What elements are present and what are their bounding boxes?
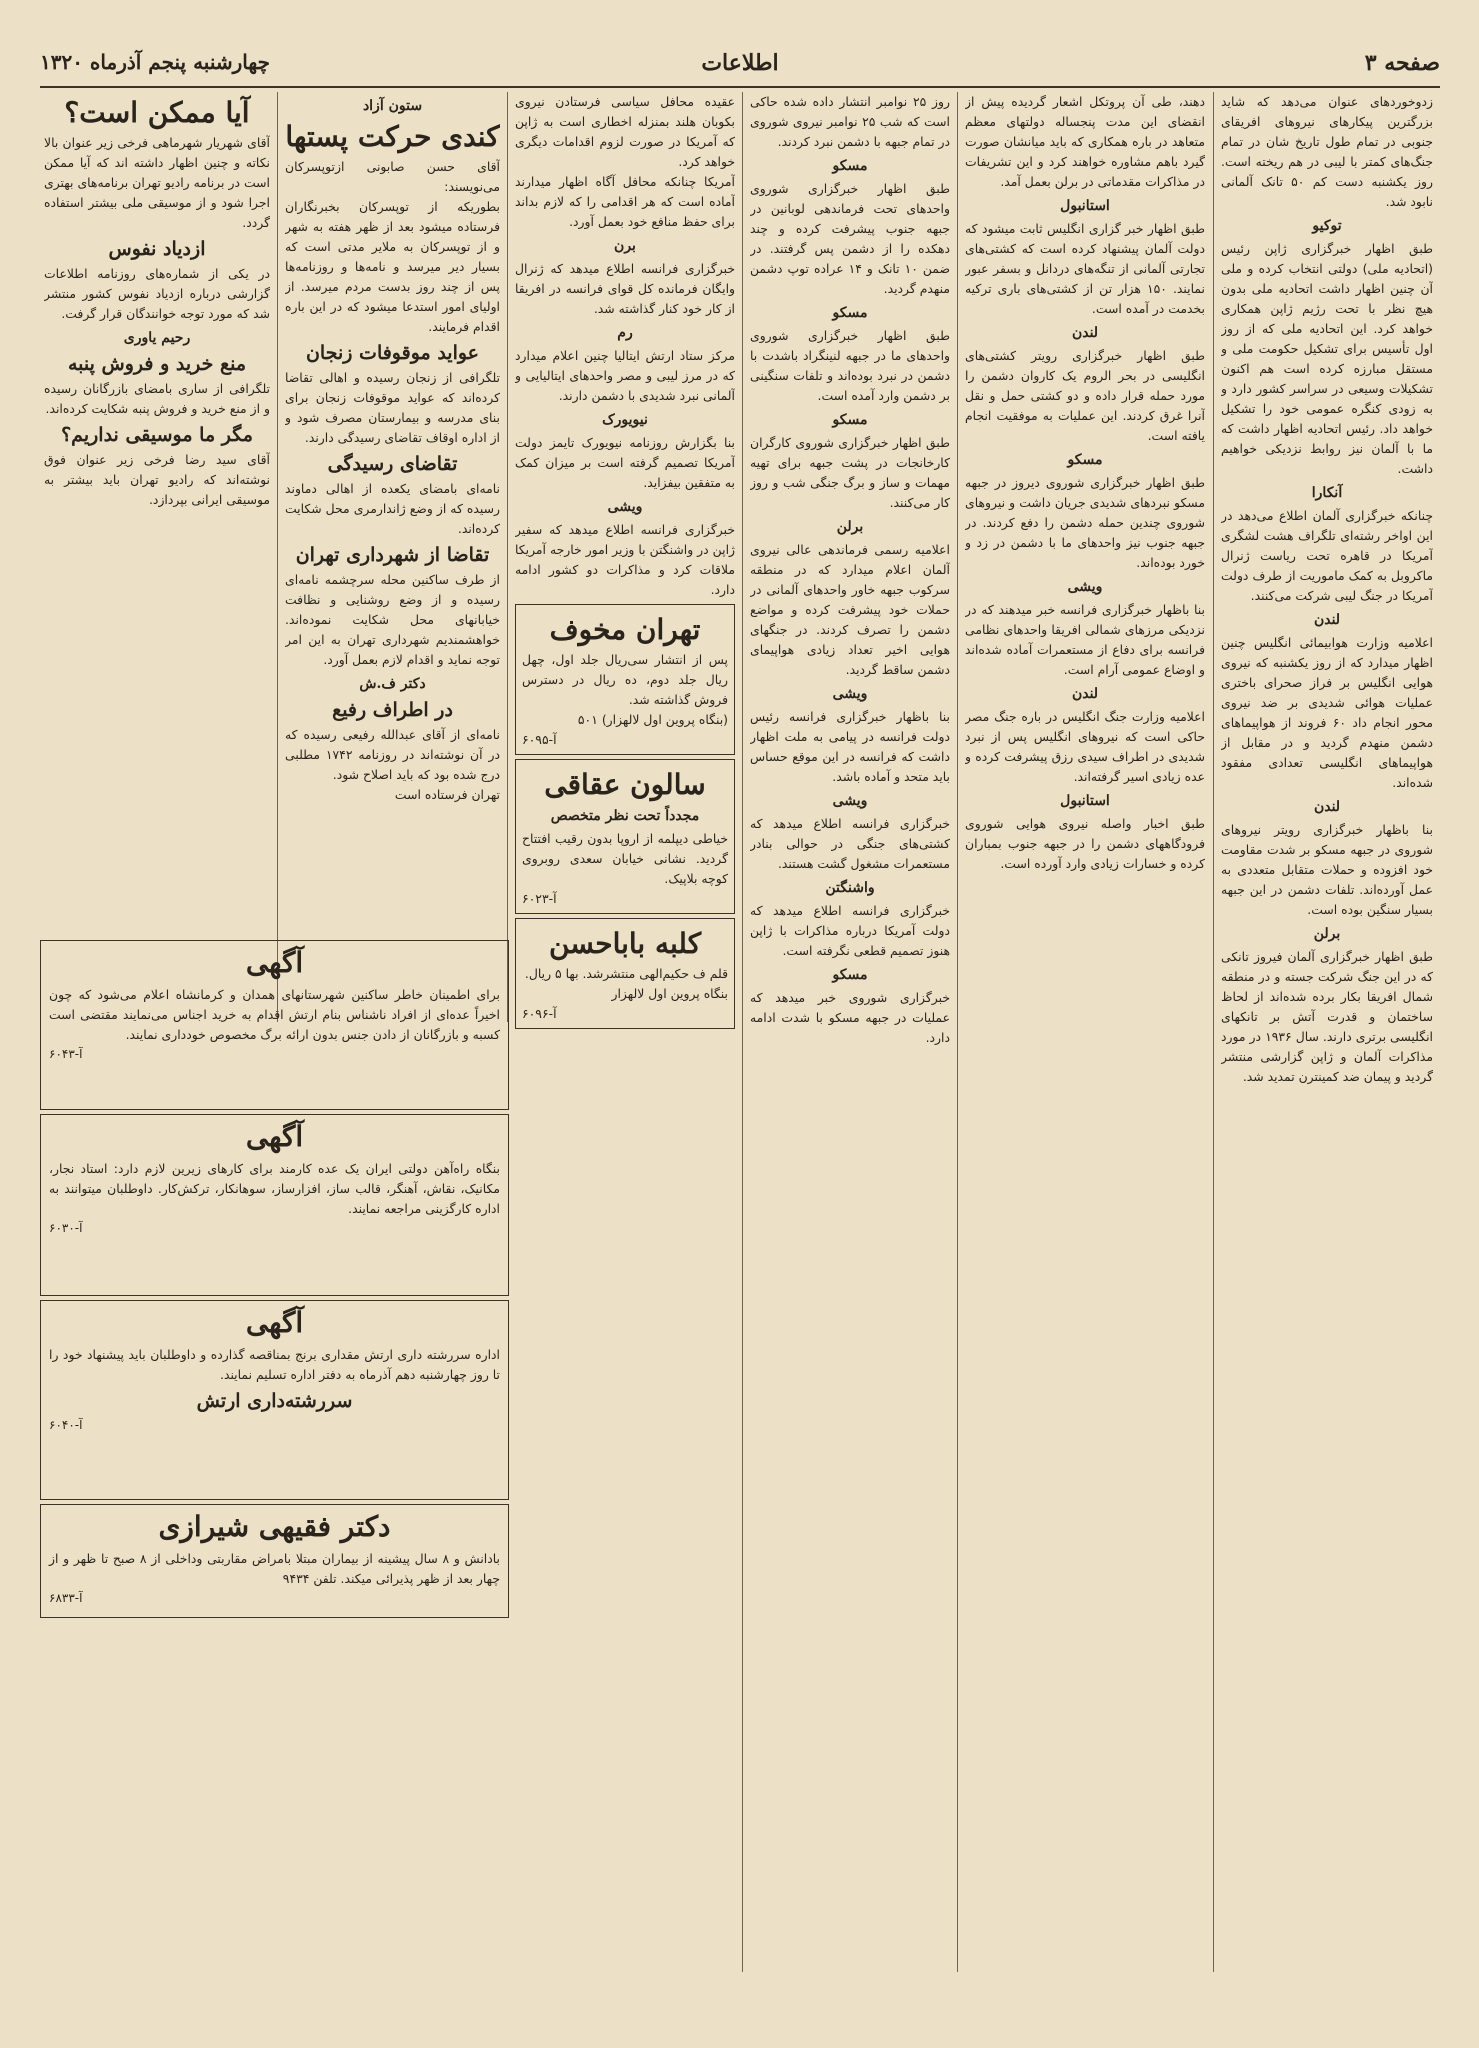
ad-text: بنگاه راه‌آهن دولتی ایران یک عده کارمند برای کارهای زیرین لازم دارد: استاد نجار، مکانیک، نقاش، آهنگر، قالب ساز، افزارساز، سوهانکار، ترکش‌کار. داوطلبان میتوانند به اداره کارگزینی مراجعه نمایند. xyxy=(49,1161,500,1216)
news-column-4 xyxy=(515,92,735,1977)
dateline: استانبول xyxy=(1060,793,1110,809)
masthead-rule xyxy=(40,86,1440,88)
ad-text: بنگاه پروین اول لالهزار xyxy=(611,986,728,1001)
news-column-3 xyxy=(750,92,950,1977)
ad-title: کلبه باباحسن xyxy=(548,927,702,960)
dateline: توکیو xyxy=(1312,218,1342,234)
newspaper-name: اطلاعات xyxy=(701,50,779,76)
ad-title: آگهی xyxy=(245,946,304,979)
ad-text: پس از انتشار سی‌ریال جلد اول، چهل ریال جلد دوم، ده ریال در دسترس فروش گذاشته شد. xyxy=(522,652,728,707)
masthead xyxy=(40,50,1440,84)
headline: مگر ما موسیقی نداریم؟ xyxy=(61,424,253,446)
article-text: عقیده محافل سیاسی فرستادن نیروی بکوبان هلند بمنزله اخطاری است به ژاپن که آمریکا در صورت لزوم اقدامات دیگری خواهد کرد. xyxy=(515,94,735,169)
article-text: چنانکه خبرگزاری آلمان اطلاع می‌دهد در این اواخر رشته‌ای تلگراف هشت لشگری آمریکا در قاهره تحت ریاست ژنرال ماکروبل به کمک ماموریت از طرف دولت آمریکا در جنگ لیبی شرکت می‌کنند. xyxy=(1221,508,1433,603)
ad-title: سالون عقاقی xyxy=(544,768,706,801)
article-text: طبق اظهار خبرگزاری رویتر کشتی‌های انگلیسی در بحر الروم یک کاروان دشمن را مورد حمله قرار داده و دو کشتی حمل و نقل آنرا غرق کردند. این عملیات به موفقیت انجام یافته است. xyxy=(965,348,1205,443)
ad-code: آ-۶۰۴۳ xyxy=(49,1047,83,1061)
issue-date: چهارشنبه پنجم آذرماه ۱۳۲۰ xyxy=(40,50,270,74)
article-text: روز ۲۵ نوامبر انتشار داده شده حاکی است که شب ۲۵ نوامبر نیروی شوروی در تمام جبهه با دشمن نبرد کردند. xyxy=(750,94,950,149)
headline: تقاضا از شهرداری تهران xyxy=(295,544,490,566)
article-text: اعلامیه وزارت جنگ انگلیس در باره جنگ مصر حاکی است که نیروهای انگلیس پس از نبرد شدیدی در اطراف سیدی رزق پیشرفت کرده و عده زیادی اسیر گرفته‌اند. xyxy=(965,709,1205,784)
headline: تقاضای رسیدگی xyxy=(327,453,458,475)
article-text: اعلامیه وزارت هوابیمائی انگلیس چنین اظهار میدارد که از روز یکشنبه که نیروی هوایی انگلیس بر فراز صحرای باختری عملیات هوائی شدیدی بر ضد نیروی محور انجام داد ۶۰ فروند از هواپیماهای دشمن منهدم گردید و در مقابل از هواپیماهای انگلیسی تعدادی مفقود شده‌اند. xyxy=(1221,635,1433,790)
news-column-1 xyxy=(1221,92,1433,1977)
ad-text: قلم ف حکیم‌الهی منتشرشد. بها ۵ ریال. xyxy=(524,966,728,981)
signature: رحیم یاوری xyxy=(123,330,191,346)
ad-kolbe xyxy=(515,918,735,1029)
byline: آقای حسن صابونی ازتوپسرکان می‌نویسند: xyxy=(285,159,500,194)
dateline: مسکو xyxy=(832,158,868,174)
ad-text: خیاطی دیپلمه از اروپا بدون رقیب افتتاح گردید. نشانی خیابان سعدی روبروی کوچه بلاپیک. xyxy=(522,831,728,886)
article-text: دهند، طی آن پروتکل اشعار گردیده پیش از انقضای این مدت پنجساله دولتهای معظم متعاهد در باره همکاری که باید میانشان صورت گیرد باهم مشاوره خواهند کرد و این تشریفات در مذاکرات مقدماتی در برلن بعمل آمد. xyxy=(965,94,1205,189)
ad-code: آ-۶۸۳۳ xyxy=(49,1591,83,1605)
article-text: خبرگزاری شوروی خبر میدهد که عملیات در جبهه مسکو با شدت ادامه دارد. xyxy=(750,990,950,1045)
article-text: تلگرافی از زنجان رسیده و اهالی تقاضا کرده‌اند که عواید موقوفات زنجان برای بنای مدرسه و بیمارستان مصرف شود و از اداره اوقاف تقاضای رسیدگی دارند. xyxy=(285,370,500,445)
headline: در اطراف رفیع xyxy=(332,699,453,721)
dateline: رم xyxy=(617,325,633,341)
article-text: اعلامیه رسمی فرماندهی عالی نیروی آلمان اعلام میدارد که در منطقه سرکوب جبهه خاور واحدهای آلمانی در حملات خود پیشرفت کرده و مواضع دشمن را تصرف کردند. در جنگهای هوایی اخیر تعداد زیادی هواپیمای دشمن ساقط گردید. xyxy=(750,542,950,677)
ad-title: دکتر فقیهی شیرازی xyxy=(158,1510,391,1543)
ad-title: تهران مخوف xyxy=(549,613,701,646)
dateline: ویشی xyxy=(832,686,868,702)
ad-code: آ-۶۰۹۵ xyxy=(522,732,557,747)
article-text: طبق اظهار خبرگزاری شوروی کارگران کارخانجات در پشت جبهه برای تهیه مهمات و ساز و برگ جنگی شب و روز کار می‌کنند. xyxy=(750,435,950,510)
headline: آیا ممکن است؟ xyxy=(64,96,250,129)
ad-signature: سررشته‌داری ارتش xyxy=(196,1390,353,1412)
article-text: آقای شهریار شهرماهی فرخی زیر عنوان بالا نکاته و چنین اظهار داشته اند که آیا ممکن است در برنامه رادیو تهران برنامه‌های بهتری اجرا شود و از موسیقی ملی بیشتر استفاده گردد. xyxy=(44,135,270,230)
free-column xyxy=(285,92,500,1022)
letters-column xyxy=(44,92,270,1022)
article-text: بنا باظهار خبرگزاری رویتر نیروهای شوروی در جبهه مسکو بر شدت مقاومت خود افزوده و حملات متقابل متعددی به عمل آورده‌اند. تلفات دشمن در این جبهه بسیار سنگین بوده است. xyxy=(1221,822,1433,917)
ad-code: آ-۶۰۲۳ xyxy=(522,891,557,906)
column-divider xyxy=(957,92,958,1972)
article-text: تلگرافی از ساری بامضای بازرگانان رسیده و از منع خرید و فروش پنبه شکایت کرده‌اند. xyxy=(44,381,270,416)
dateline: استانبول xyxy=(1060,198,1110,214)
ad-code: آ-۶۰۹۶ xyxy=(522,1006,557,1021)
article-text: طبق اخبار واصله نیروی هوایی شوروی فرودگاههای دشمن را در جبهه جنوب بمباران کرده و خسارات زیادی وارد آورده است. xyxy=(965,816,1205,871)
article-text: خبرگزاری فرانسه اطلاع میدهد که سفیر ژاپن در واشنگتن با وزیر امور خارجه آمریکا ملاقات کرد و مذاکرات دو کشور ادامه دارد. xyxy=(515,522,735,597)
article-text: بنا باظهار خبرگزاری فرانسه رئیس دولت فرانسه در پیامی به ملت اظهار داشت که فرانسه در این موقع حساس باید متحد و آماده باشد. xyxy=(750,709,950,784)
headline: ازدیاد نفوس xyxy=(108,238,206,260)
dateline: ویشی xyxy=(1067,579,1103,595)
dateline: ویشی xyxy=(832,793,868,809)
article-text: طبق اظهار خبرگزاری شوروی واحدهای تحت فرماندهی لوبانین در جبهه جنوب پیشرفت کرده و چند دهکده را از دشمن پس گرفتند. در ضمن ۱۰ تانک و ۱۴ عراده توپ دشمن منهدم گردید. xyxy=(750,181,950,296)
dateline: مسکو xyxy=(1067,452,1103,468)
column-divider xyxy=(1213,92,1214,1972)
ad-box-1 xyxy=(40,940,509,1110)
dateline: لندن xyxy=(1071,325,1099,341)
dateline: مسکو xyxy=(832,305,868,321)
article-text: از طرف ساکنین محله سرچشمه نامه‌ای رسیده و از وضع روشنایی و نظافت خیابانهای محل شکایت نموده‌اند. خواهشمندیم شهرداری تهران به این امر توجه نماید و اقدام لازم بعمل آورد. xyxy=(285,572,500,667)
dateline: مسکو xyxy=(832,967,868,983)
dateline: لندن xyxy=(1071,686,1099,702)
headline: کندی حرکت پستها xyxy=(285,120,500,153)
dateline: برلن xyxy=(1313,926,1341,942)
article-text: آقای سید رضا فرخی زیر عنوان فوق نوشته‌اند که رادیو تهران باید بیشتر به موسیقی ایرانی بپردازد. xyxy=(44,452,270,507)
ad-code: آ-۶۰۳۰ xyxy=(49,1221,83,1235)
headline: منع خرید و فروش پنبه xyxy=(67,353,247,375)
dateline: آنکارا xyxy=(1311,485,1343,501)
ad-subtitle: مجدداً تحت نظر متخصص xyxy=(550,808,700,824)
ad-text: اداره سررشته داری ارتش مقداری برنج بمناقصه گذارده و داوطلبان باید پیشنهاد خود را تا روز چهارشنبه دهم آذرماه به دفتر اداره تسلیم نمایند. xyxy=(49,1347,500,1382)
dateline: مسکو xyxy=(832,412,868,428)
ad-title: آگهی xyxy=(245,1306,304,1339)
signature: تهران فرستاده است xyxy=(394,787,500,802)
ad-text: برای اطمینان خاطر ساکنین شهرستانهای همدان و کرمانشاه اعلام می‌شود که چون اخیراً عده‌ای از افراد ناشناس بنام ارتش اقدام به خرید اجناس می‌نمایند مقتضی است کسبه و بازرگانان از دادن جنس بدون ارائه برگ مخصوص خودداری نمایند. xyxy=(49,987,500,1042)
ad-title: آگهی xyxy=(245,1120,304,1153)
news-column-2 xyxy=(965,92,1205,1977)
article-text: طبق اظهار خبرگزاری شوروی دیروز در جبهه مسکو نبردهای شدیدی جریان داشت و نیروهای شوروی چندین حمله دشمن را دفع کردند. در جبهه جنوب نیز واحدهای ما با دشمن در زد و خورد بوده‌اند. xyxy=(965,475,1205,570)
ad-tehran-makhuf xyxy=(515,604,735,755)
ad-box-4 xyxy=(40,1504,509,1618)
article-text: طبق اظهار خبر گزاری انگلیس ثابت میشود که دولت آلمان پیشنهاد کرده است که کشتی‌های تجارتی آلمانی از تنگه‌های دردانل و بسفر عبور نمایند. ۱۵۰ هزار تن از کشتی‌های باری ترکیه بخدمت در آمده است. xyxy=(965,221,1205,316)
ad-box-3 xyxy=(40,1300,509,1500)
section-title: ستون آزاد xyxy=(362,98,423,114)
article-text: زدوخوردهای عنوان می‌دهد که شاید بزرگترین پیکارهای نیروهای افریقای جنوبی در تمام طول تاریخ‌ شان در تمام جنگ‌های کمتر با لیبی در هم ریخته است. روز یکشنبه دست کم ۵۰ تانک آلمانی نابود شد. xyxy=(1221,94,1433,209)
signature: دکتر ف.ش xyxy=(359,676,426,692)
dateline: لندن xyxy=(1313,799,1341,815)
dateline: واشنگتن xyxy=(825,880,875,896)
article-text: نامه‌ای بامضای یکعده از اهالی دماوند رسیده که از وضع ژاندارمری محل شکایت کرده‌اند. xyxy=(285,481,500,536)
column-divider xyxy=(277,92,278,1022)
ad-text: بادانش و ۸ سال پیشینه از بیماران مبتلا بامراض مقاربتی وداخلی از ۸ صبح تا ظهر و از چهار بعد از ظهر پذیرائی میکند. تلفن ۹۴۳۴ xyxy=(49,1551,500,1586)
article-text: نامه‌ای از آقای عبدالله رفیعی رسیده که در آن نوشته‌اند در روزنامه ۱۷۴۲ مطلبی درج شده بود که باید اصلاح شود. xyxy=(285,727,500,782)
column-divider xyxy=(507,92,508,1022)
article-text: طبق اظهار خبرگزاری ژاپن رئیس (اتحادیه ملی) دولتی انتخاب کرده و ملی آن چنین اظهار داشت اتحادیه ملی بدون هیچ نظر با تحت رژیم ژاپن همکاری خواهد کرد. این اتحادیه ملی که از روز اول تأسیس برای تشکیل حکومت ملی و مستقل مبارزه کرده است هم اکنون تشکیلات وسیعی در سراسر کشور دارد و به زودی کنگره عمومی خود را تشکیل خواهد داد. رئیس اتحادیه اظهار داشت که ما با آلمان نیز روابط نزدیکی خواهیم داشت. xyxy=(1221,241,1433,476)
article-text: مرکز ستاد ارتش ایتالیا چنین اعلام میدارد که در مرز لیبی و مصر واحدهای ایتالیایی و آلمانی نبرد شدیدی با دشمن دارند. xyxy=(515,348,735,403)
column-divider xyxy=(742,92,743,1972)
article-text: خبرگزاری فرانسه اطلاع میدهد که ژنرال وایگان فرمانده کل قوای فرانسه در افریقا از کار خود کنار گذاشته شد. xyxy=(515,261,735,316)
article-text: طبق اظهار خبرگزاری آلمان فیروز تانکی که در این جنگ شرکت جسته و در منطقه شمال افریقا بکار برده شده‌اند از لحاظ ساختمان و قدرت آتش بر تانکهای انگلیسی برتری دارند. سال ۱۹۳۶ در مورد مذاکرات آلمان و ژاپن گزارشی منتشر گردید و پیمان ضد کمینترن تمدید شد. xyxy=(1221,949,1433,1084)
article-text: بطوریکه از توپسرکان بخبرنگاران فرستاده میشود بعد از ظهر هفته به شهر و از توپسرکان به ملایر مدتی است که بسیار دیر میرسد و نامه‌ها و روزنامه‌ها پس از چند روز بدست مردم میرسد. از اولیای امور استدعا میشود که در این باره اقدام فرمایند. xyxy=(285,199,500,334)
dateline: برلن xyxy=(836,519,864,535)
article-text: بنا بگزارش روزنامه نیویورک تایمز دولت آمریکا تصمیم گرفته است بر میزان کمک به متفقین بیفزاید. xyxy=(515,435,735,490)
dateline: برن xyxy=(614,238,636,254)
article-text: آمریکا چنانکه محافل آگاه اظهار میدارند آماده است که هر اقدامی را که لازم بداند برای حفظ منافع خود بعمل آورد. xyxy=(515,174,735,229)
ad-code: آ-۶۰۴۰ xyxy=(49,1418,83,1432)
article-text: طبق اظهار خبرگزاری شوروی واحدهای ما در جبهه لنینگراد باشدت با دشمن در نبرد بوده‌اند و تلفات سنگینی بر دشمن وارد آمده است. xyxy=(750,328,950,403)
ad-text: (بنگاه پروین اول لالهزار) ۵۰۱ xyxy=(577,712,728,727)
page-number: صفحه ۳ xyxy=(1364,50,1440,76)
article-text: خبرگزاری فرانسه اطلاع میدهد که دولت آمریکا درباره مذاکرات با ژاپن هنوز تصمیم قطعی نگرفته است. xyxy=(750,903,950,958)
ad-box-2 xyxy=(40,1114,509,1296)
dateline: لندن xyxy=(1313,612,1341,628)
article-text: خبرگزاری فرانسه اطلاع میدهد که کشتی‌های جنگی در حوالی بنادر مستعمرات مشغول گشت هستند. xyxy=(750,816,950,871)
article-text: در یکی از شماره‌های روزنامه اطلاعات گزارشی درباره ازدیاد نفوس کشور منتشر شد که مورد توجه خوانندگان قرار گرفت. xyxy=(44,266,270,321)
ad-salon xyxy=(515,759,735,914)
dateline: نیویورک xyxy=(602,412,648,428)
article-text: بنا باظهار خبرگزاری فرانسه خبر میدهند که در نزدیکی مرزهای شمالی افریقا واحدهای نظامی فرانسه برای دفاع از مستعمرات آماده شده‌اند و اوضاع عمومی آرام است. xyxy=(965,602,1205,677)
headline: عواید موقوفات زنجان xyxy=(305,342,480,364)
dateline: ویشی xyxy=(607,499,643,515)
